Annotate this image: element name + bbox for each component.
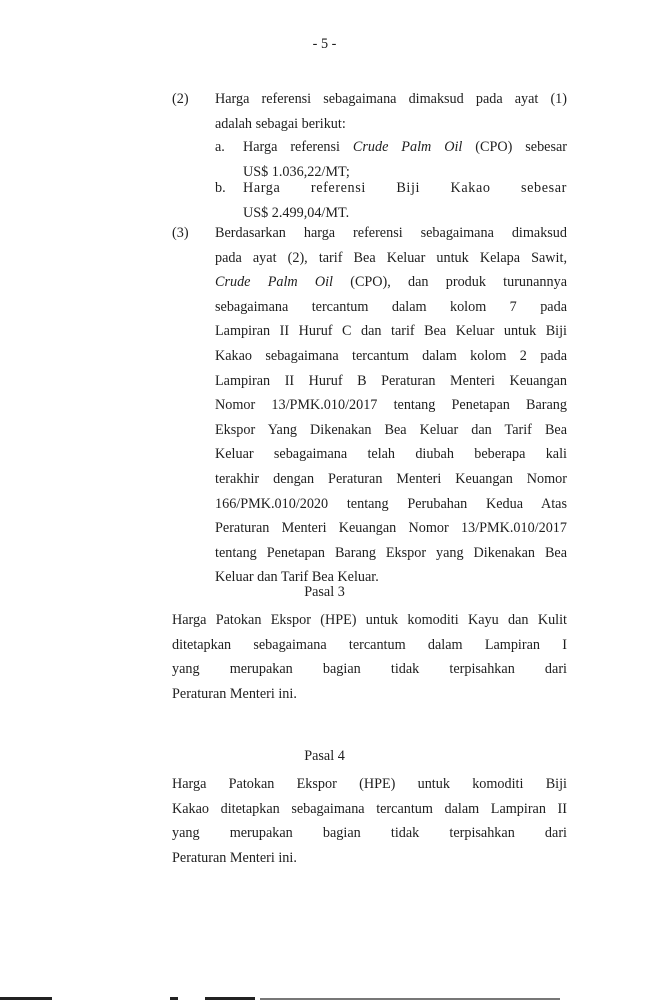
text-line: Kakao ditetapkan sebagaimana tercantum dalam Lampiran II bbox=[172, 800, 567, 817]
text: (CPO), dan produk turunannya bbox=[333, 274, 567, 291]
text-line: Lampiran II Huruf C dan tarif Bea Keluar untuk Biji bbox=[215, 323, 567, 340]
text-line: Keluar sebagaimana telah diubah beberapa kali bbox=[215, 446, 567, 463]
pasal-3-heading: Pasal 3 bbox=[304, 584, 345, 600]
ayat-3-number: (3) bbox=[172, 225, 189, 241]
text: (CPO) sebesar bbox=[462, 139, 567, 155]
text-line: pada ayat (2), tarif Bea Keluar untuk Kelapa Sawit, bbox=[215, 249, 567, 266]
text-line: ditetapkan sebagaimana tercantum dalam Lampiran I bbox=[172, 636, 567, 653]
text-line: 166/PMK.010/2020 tentang Perubahan Kedua Atas bbox=[215, 495, 567, 512]
text-line: Peraturan Menteri ini. bbox=[172, 849, 297, 866]
text-line: Harga referensi sebagaimana dimaksud pada ayat (1) bbox=[215, 91, 567, 107]
text-line: Nomor 13/PMK.010/2017 tentang Penetapan Barang bbox=[215, 397, 567, 414]
text-line: US$ 2.499,04/MT. bbox=[243, 204, 350, 221]
text-line: Harga Patokan Ekspor (HPE) untuk komoditi Biji bbox=[172, 776, 567, 792]
pasal-4-heading: Pasal 4 bbox=[304, 748, 345, 764]
ayat-2-number: (2) bbox=[172, 91, 189, 107]
text-line: Ekspor Yang Dikenakan Bea Keluar dan Tarif Bea bbox=[215, 421, 567, 438]
text-line: yang merupakan bagian tidak terpisahkan dari bbox=[172, 661, 567, 678]
text-line: tentang Penetapan Barang Ekspor yang Dikenakan Bea bbox=[215, 544, 567, 561]
text-line: sebagaimana tercantum dalam kolom 7 pada bbox=[215, 298, 567, 315]
italic-term: Crude Palm Oil bbox=[352, 139, 463, 155]
text-line: Lampiran II Huruf B Peraturan Menteri Keuangan bbox=[215, 372, 567, 389]
text-line: terakhir dengan Peraturan Menteri Keuangan Nomor bbox=[215, 470, 567, 487]
text: Harga referensi bbox=[243, 139, 353, 155]
text-line: Peraturan Menteri ini. bbox=[172, 685, 297, 702]
pasal-3-text bbox=[172, 608, 567, 706]
text-line: Peraturan Menteri Keuangan Nomor 13/PMK.010/2017 bbox=[215, 520, 567, 537]
text-line: yang merupakan bagian tidak terpisahkan dari bbox=[172, 825, 567, 842]
text-line: Berdasarkan harga referensi sebagaimana dimaksud bbox=[215, 225, 567, 241]
item-b-text bbox=[243, 176, 567, 225]
text-line: Harga Patokan Ekspor (HPE) untuk komoditi Kayu dan Kulit bbox=[172, 612, 567, 628]
text-line bbox=[243, 135, 567, 160]
text-line: adalah sebagai berikut: bbox=[215, 115, 346, 132]
pasal-4-text bbox=[172, 772, 567, 870]
ayat-2-text bbox=[215, 87, 567, 136]
item-a-marker: a. bbox=[215, 139, 225, 155]
text-line bbox=[215, 270, 567, 295]
ayat-3-text bbox=[215, 221, 567, 590]
text-line: Keluar dan Tarif Bea Keluar. bbox=[215, 569, 379, 586]
page-number: - 5 - bbox=[312, 36, 337, 52]
text-line: US$ 1.036,22/MT; bbox=[243, 163, 350, 180]
text-line: Kakao sebagaimana tercantum dalam kolom 2 pada bbox=[215, 347, 567, 364]
item-b-marker: b. bbox=[215, 180, 226, 196]
italic-term: Crude Palm Oil bbox=[215, 274, 333, 291]
text-line: Harga referensi Biji Kakao sebesar bbox=[243, 180, 567, 196]
